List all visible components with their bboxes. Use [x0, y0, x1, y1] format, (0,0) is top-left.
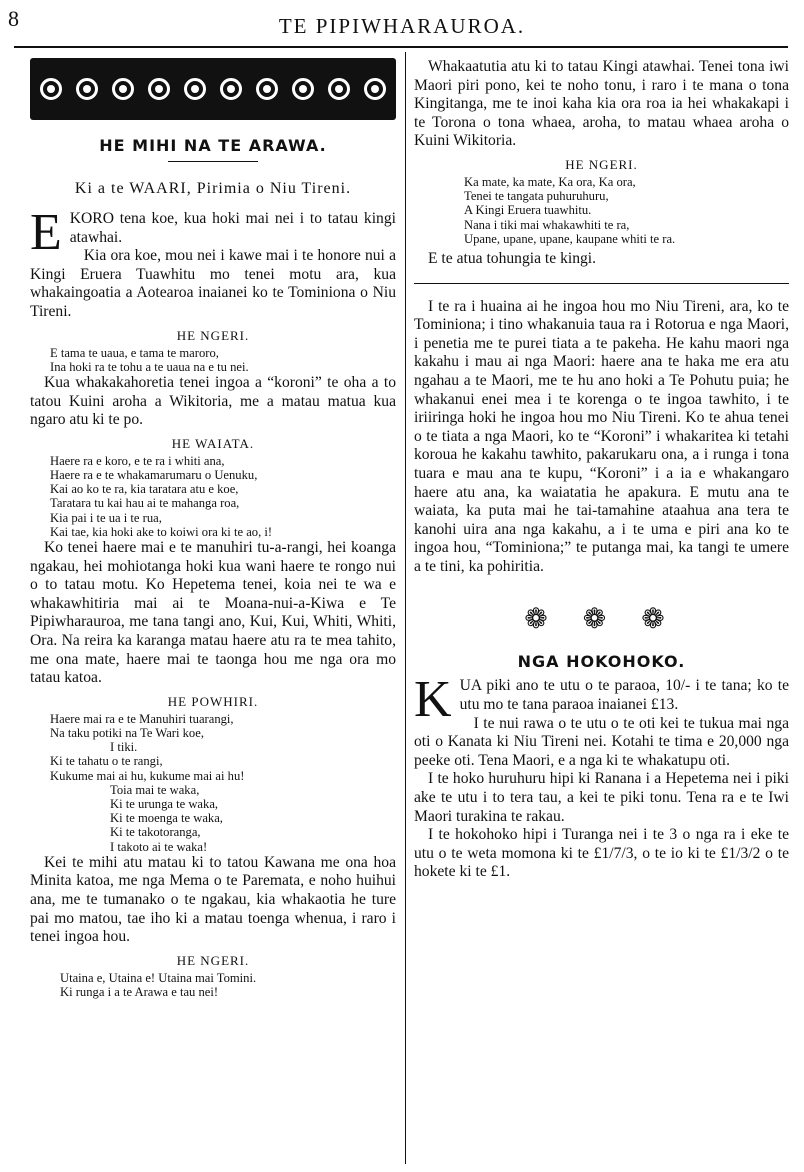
- paragraph: Kei te mihi atu matau ki to tatou Kawana me ona hoa Minita katoa, me nga Mema o te Paremata, e noho huihui ana, me te tumanako o te ngakau, kia whakaotia he ture pai mo matou, tae iho ki a matau toenga whenua, i raro i tenei ingoa hou.: [30, 853, 396, 946]
- verse-line: Taratara tu kai hau ai te mahanga roa,: [50, 496, 240, 511]
- chant-title: HE NGERI.: [176, 952, 250, 968]
- verse-line: I tiki.: [110, 740, 138, 755]
- verse: [30, 346, 396, 374]
- running-title: TE PIPIWHARAUROA.: [278, 14, 526, 38]
- ornament-icon: [290, 76, 316, 102]
- ornament-icon: [362, 76, 388, 102]
- ornamental-banner: [30, 58, 396, 120]
- paragraph: Whakaatutia atu ki to tatau Kingi atawhai. Tenei tona iwi Maori piri pono, kei te noho tonu, i raro i te mana o tona Kingitanga, me te inoi kaha kia ora roa ia hei whakakapi i te Torona o tona whaea, aroha, to matau whaea aroha o Kuini Wikitoria.: [414, 58, 789, 150]
- header-rule: [14, 46, 788, 48]
- chant-title: HE NGERI.: [176, 327, 250, 343]
- verse-line: Haere mai ra e te Manuhiri tuarangi,: [50, 711, 234, 726]
- page-number: 8: [8, 6, 19, 31]
- title-rule: [168, 161, 258, 162]
- verse: [30, 712, 396, 854]
- ornament-icon: [326, 76, 352, 102]
- verse-line: Nana i tiki mai whakawhiti te ra,: [464, 217, 630, 232]
- verse-line: I takoto ai te waka!: [110, 839, 208, 854]
- ornament-icon: [182, 76, 208, 102]
- verse-line: Kukume mai ai hu, kukume mai ai hu!: [50, 768, 245, 783]
- verse-line: Kia pai i te ua i te rua,: [50, 510, 162, 525]
- verse-line: Ka mate, ka mate, Ka ora, Ka ora,: [464, 174, 636, 189]
- paragraph: Ko tenei haere mai e te manuhiri tu-a-rangi, hei koanga ngakau, hei mohiotanga hoki kua wani haere te rongo nui o to tatau motu. Ko Hepetema tenei, koia nei te wa e whakawhitiria mai ai te Moana-nui-a-Kiwa e Te Pipiwharauroa, me tana tangi ano, Kui, Kui, Whiti, Whiti, Ora. Na reira ka karanga matau haere atu ra te mea tahito, me ona mate, haere mai te taonga hou me nga ora mo tatau katoa.: [30, 538, 396, 687]
- left-column: [30, 58, 396, 999]
- verse-line: Haere ra e koro, e te ra i whiti ana,: [50, 453, 225, 468]
- verse-line: Upane, upane, upane, kaupane whiti te ra.: [464, 231, 676, 246]
- flower-ornament-icon: ❁ ❁ ❁: [524, 604, 679, 636]
- section-divider: [414, 283, 789, 284]
- verse-line: Ki te moenga te waka,: [110, 811, 223, 826]
- ornament-icon: [110, 76, 136, 102]
- paragraph: I te ra i huaina ai he ingoa hou mo Niu Tireni, ara, ko te Tominiona; i tino whakanuia taua ra i Rotorua e nga Maori, i penetia me te purei tiata a te pakeha. He kahu maori nga kakahu i mau ai nga Maori: haere ana te haka me era atu ngahau a te Maori, me te hu ano hoki a Te Pohutu puia; he whakanui enei mea i te korenga o te ingoa tawhito, i te iriiringa hoki he ingoa hou mo Niu Tireni. Ko te ahua tenei o te tiata a nga Maori, ko te “Koroni” i whakaritea ki tetahi koroua he kakahu tawhito, pakarukaru ona, a i runga i tona tuara e mau ana te kupu, “Koroni” i a ia e whakangaro haere atu ana, ka waiatatia he apakura. E mutu ana te waiata, ka puta mai he tai-tamahine ataahua ana tera te kanohi uira ana nga kakahu, a i te uma e piri ana ko te ingoa hou, “Tominiona;” te putanga mai, ka tangi te umere a te tini, ka pohiritia.: [414, 297, 789, 575]
- paragraph: I te hokohoko hipi i Turanga nei i te 3 o nga ra i eke te utu o te weta momona ki te £1/7/3, o te io ki te £1/3/2 o te hokete ki te £1.: [414, 826, 789, 881]
- chant-title: HE POWHIRI.: [167, 693, 259, 709]
- verse-line: Utaina e, Utaina e! Utaina mai Tomini.: [60, 970, 257, 985]
- drop-cap: E: [30, 204, 62, 261]
- ornament-icon: [218, 76, 244, 102]
- verse-line: Kai ao ko te ra, kia taratara atu e koe,: [50, 482, 239, 497]
- verse: [30, 971, 396, 999]
- verse-line: Ina hoki ra te tohu a te uaua na e tu nei.: [50, 359, 249, 374]
- verse-line: Ki te takotoranga,: [110, 825, 201, 840]
- verse-line: Toia mai te waka,: [110, 782, 200, 797]
- paragraph: I te nui rawa o te utu o te oti kei te tukua mai nga oti o Kanata ki Niu Tireni nei. Kotahi te tima e 20,000 nga peeke oti. Tena Maori, e a nga ki te whakatupu oti.: [414, 714, 789, 769]
- ornament-icon: [146, 76, 172, 102]
- opening-text: UA piki ano te utu o te paraoa, 10/- i te tana; ko te utu mo te tana paraoa inaianei £13.: [459, 677, 789, 714]
- verse-line: Na taku potiki na Te Wari koe,: [50, 725, 204, 740]
- article-title: NGA HOKOHOKO.: [517, 652, 686, 672]
- verse-line: Ki te tahatu o te rangi,: [50, 754, 163, 769]
- verse-line: E tama te uaua, e tama te maroro,: [50, 345, 219, 360]
- verse-line: Kai tae, kia hoki ake to koiwi ora ki te ao, i!: [50, 524, 273, 539]
- drop-cap: K: [414, 671, 452, 729]
- paragraph: Kia ora koe, mou nei i kawe mai i te honore nui a Kingi Eruera Tuawhitu mo tenei motu ara, kua whakaingoatia a Aotearoa inaianei ko te Tominiona o Niu Tireni.: [30, 247, 396, 320]
- verse-line: A Kingi Eruera tuawhitu.: [464, 203, 592, 218]
- chant-title: HE NGERI.: [565, 156, 638, 172]
- right-column: [414, 58, 789, 882]
- opening-paragraph: [414, 671, 789, 729]
- paragraph: Kua whakakahoretia tenei ingoa a “koroni” te oha a to tatou Kuini aroha a Wikitoria, me a matau matua kua ngaro atu ki te po.: [30, 373, 396, 429]
- ornament-icon: [38, 76, 64, 102]
- paragraph: I te hoko huruhuru hipi ki Ranana i a Hepetema nei i piki ake te utu i to tera tau, a kei te piki tonu. Tena ra e te Iwi Maori turakina te rakau.: [414, 770, 789, 825]
- verse-line: Tenei te tangata puhuruhuru,: [464, 189, 609, 204]
- salutation: Ki a te WAARI, Pirimia o Niu Tireni.: [74, 180, 352, 197]
- verse: [30, 454, 396, 539]
- closing-line: E te atua tohungia te kingi.: [428, 249, 597, 267]
- chant-title: HE WAIATA.: [171, 435, 255, 451]
- verse-line: Ki runga i a te Arawa e tau nei!: [60, 984, 219, 999]
- verse-line: Haere ra e te whakamarumaru o Uenuku,: [50, 467, 258, 482]
- opening-text: KORO tena koe, kua hoki mai nei i to tatau kingi atawhai.: [69, 210, 396, 246]
- ornament-icon: [74, 76, 100, 102]
- ornament-icon: [254, 76, 280, 102]
- verse-line: Ki te urunga te waka,: [110, 796, 219, 811]
- verse: [414, 175, 789, 246]
- article-title: HE MIHI NA TE ARAWA.: [99, 136, 327, 155]
- column-divider: [405, 52, 406, 1164]
- opening-paragraph: [30, 204, 396, 261]
